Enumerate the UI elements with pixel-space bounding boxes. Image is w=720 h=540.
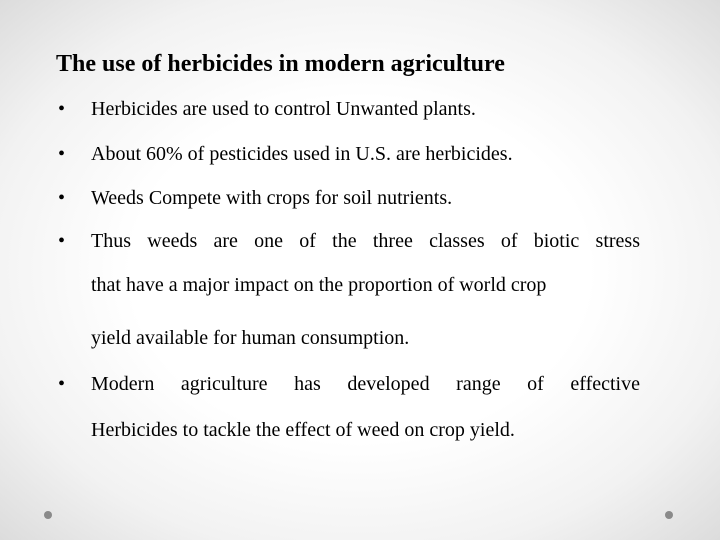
bullet-marker: • xyxy=(58,373,66,395)
bullet-marker: • xyxy=(58,230,66,252)
bullet-marker: • xyxy=(58,98,66,120)
bullet-text-line: that have a major impact on the proportion of world crop xyxy=(91,274,547,296)
decorative-dot xyxy=(665,511,673,519)
decorative-dot xyxy=(44,511,52,519)
bullet-text-line: yield available for human consumption. xyxy=(91,327,410,349)
bullet-text-line: Thus weeds are one of the three classes of biotic stress xyxy=(91,230,640,252)
bullet-marker: • xyxy=(58,187,66,209)
bullet-text-line: Herbicides to tackle the effect of weed on crop yield. xyxy=(91,419,515,441)
bullet-text: Weeds Compete with crops for soil nutrients. xyxy=(91,187,453,209)
bullet-marker: • xyxy=(58,143,66,165)
bullet-text-line: Modern agriculture has developed range of effective xyxy=(91,373,640,395)
bullet-text: About 60% of pesticides used in U.S. are herbicides. xyxy=(91,143,513,165)
bullet-text: Herbicides are used to control Unwanted plants. xyxy=(91,98,476,120)
slide-title: The use of herbicides in modern agriculture xyxy=(56,51,505,77)
